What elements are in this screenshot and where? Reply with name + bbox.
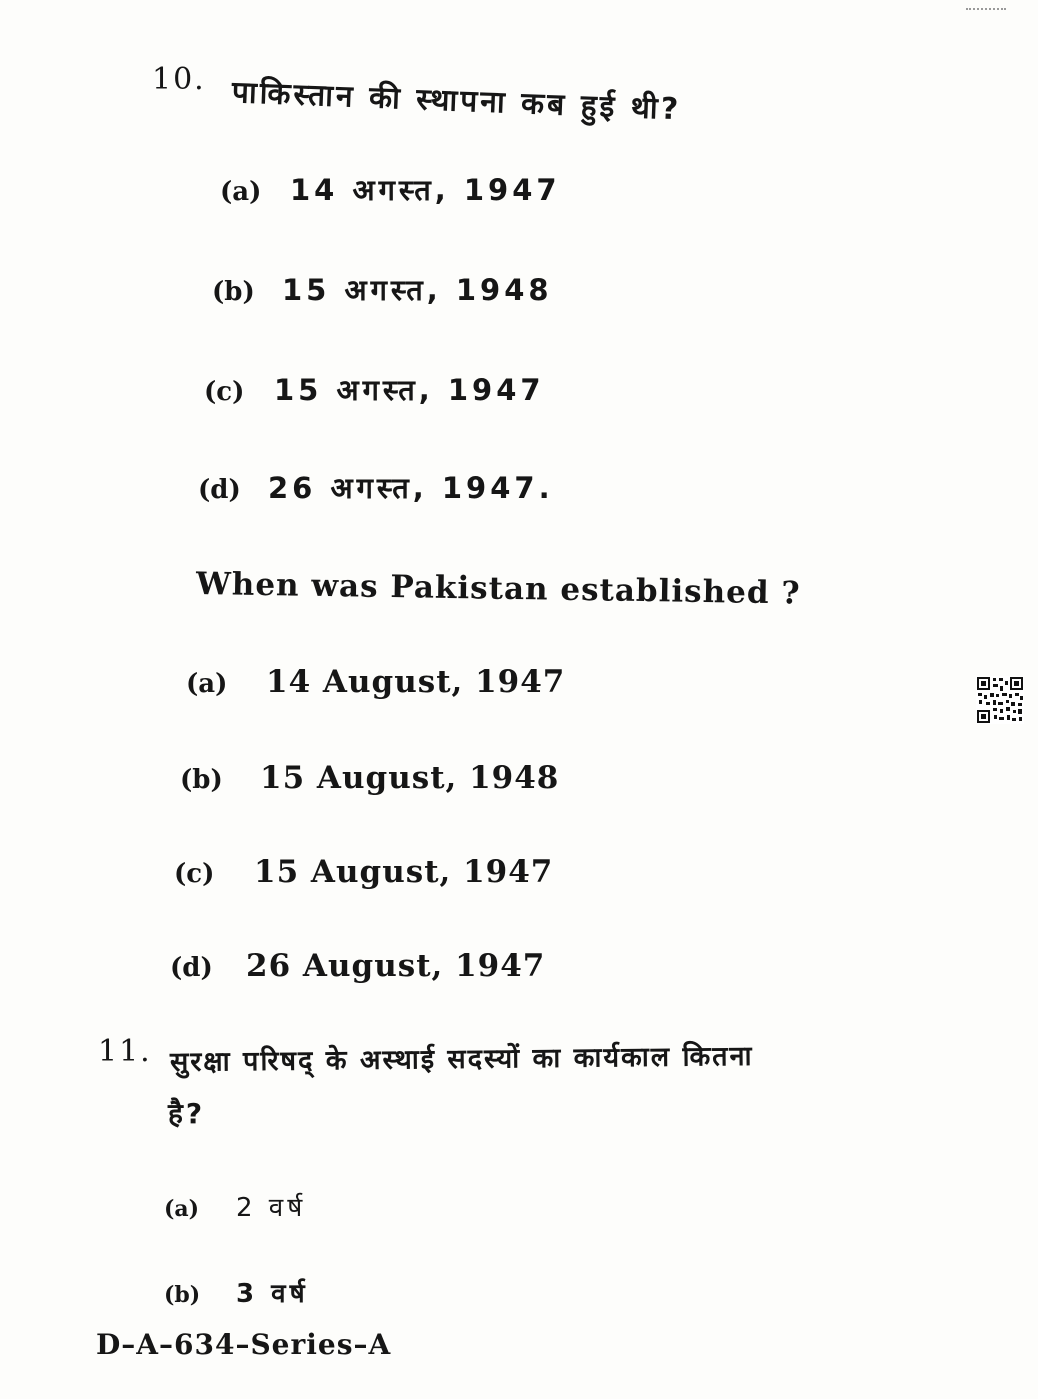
option-text: 15 August, 1948 <box>260 760 560 796</box>
question-10-english-text: When was Pakistan established ? <box>195 566 801 612</box>
question-10-hindi-option-a <box>220 170 561 209</box>
option-label: (a) <box>220 177 262 207</box>
option-text: 15 August, 1947 <box>254 854 554 890</box>
question-11-hindi-option-a <box>164 1188 306 1224</box>
question-10-english-option-b <box>180 760 559 796</box>
question-11-hindi-option-b <box>164 1274 309 1310</box>
question-10-hindi-option-d <box>198 468 554 507</box>
question-10-english-option-a <box>186 664 565 700</box>
option-text: 26 अगस्त, 1947. <box>268 471 554 505</box>
page-footer-code: D–A–634–Series–A <box>96 1328 392 1361</box>
option-label: (b) <box>212 277 255 307</box>
option-label: (d) <box>170 953 213 983</box>
option-text: 14 August, 1947 <box>266 664 566 700</box>
question-11-number: 11. <box>98 1034 152 1069</box>
qr-code-icon <box>976 676 1024 724</box>
option-text: 26 August, 1947 <box>246 948 546 984</box>
option-label: (a) <box>164 1196 200 1222</box>
option-text: 15 अगस्त, 1947 <box>274 373 545 407</box>
option-text: 3 वर्ष <box>236 1279 309 1309</box>
option-text: 2 वर्ष <box>236 1193 307 1223</box>
corner-mark <box>966 8 1006 14</box>
option-label: (d) <box>198 475 241 505</box>
option-text: 15 अगस्त, 1948 <box>282 273 553 307</box>
question-10-number: 10. <box>152 62 206 97</box>
option-label: (b) <box>164 1282 201 1308</box>
option-label: (c) <box>204 377 245 407</box>
question-10-english-option-d <box>170 948 545 984</box>
option-label: (c) <box>174 859 215 889</box>
option-label: (a) <box>186 669 228 699</box>
option-label: (b) <box>180 765 223 795</box>
option-text: 14 अगस्त, 1947 <box>290 173 561 207</box>
question-10-english-option-c <box>174 854 553 890</box>
question-10-hindi-option-b <box>212 270 553 309</box>
question-10-hindi-option-c <box>204 370 545 409</box>
question-11-hindi-text-line1: सुरक्षा परिषद् के अस्थाई सदस्यों का कार्यकाल कितना <box>169 1040 754 1078</box>
question-11-hindi-text-line2: है? <box>168 1097 206 1130</box>
question-10-hindi-text: पाकिस्तान की स्थापना कब हुई थी? <box>231 75 682 128</box>
